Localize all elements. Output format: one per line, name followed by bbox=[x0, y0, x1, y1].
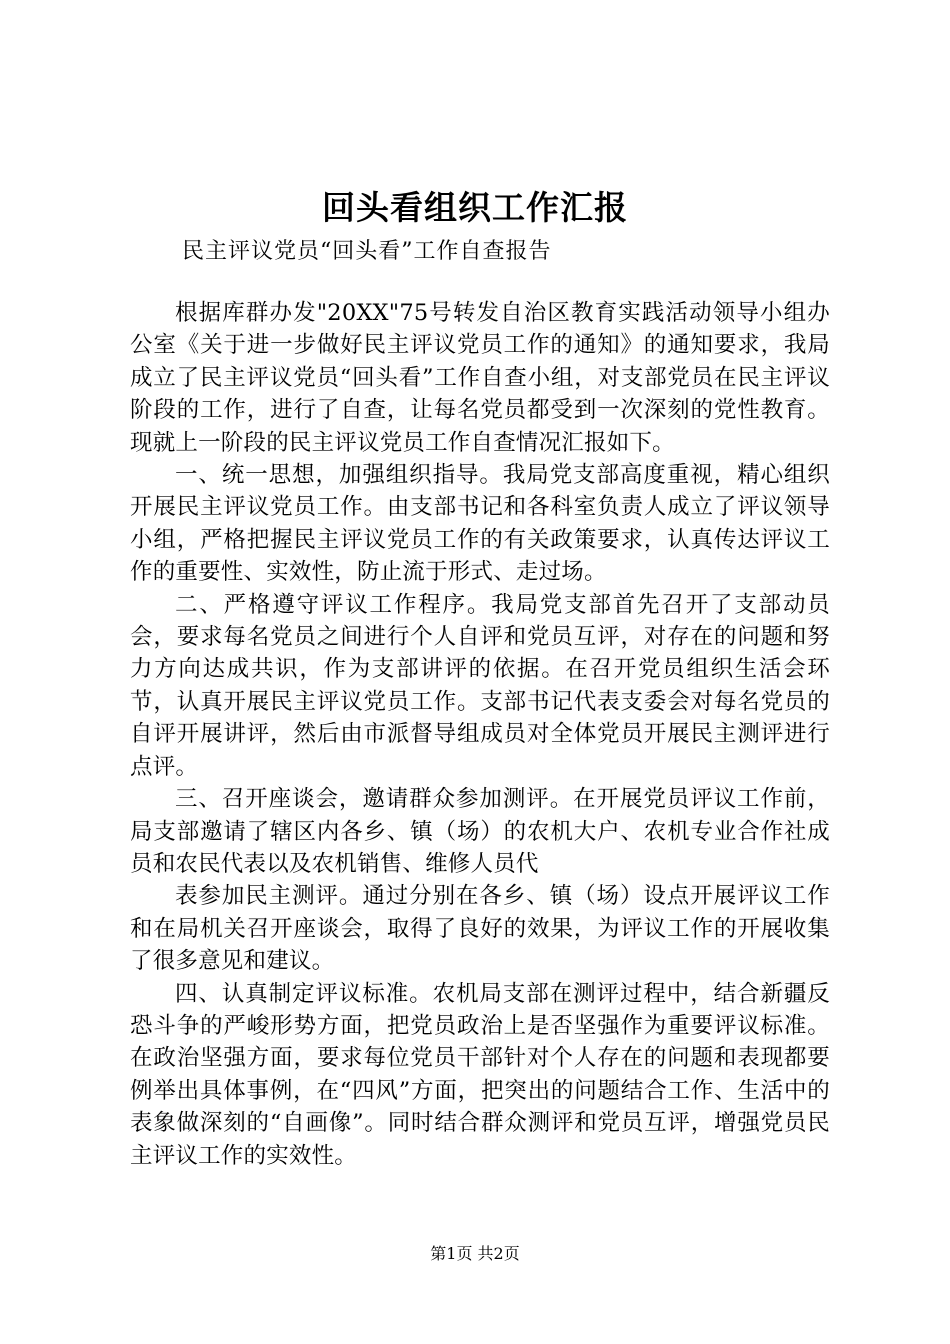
document-title: 回头看组织工作汇报 bbox=[322, 188, 628, 227]
paragraph-section-2: 二、严格遵守评议工作程序。我局党支部首先召开了支部动员会，要求每名党员之间进行个人自评和党员互评，对存在的问题和努力方向达成共识，作为支部讲评的依据。在召开党员组织生活会环节，认真开展民主评议党员工作。支部书记代表支委会对每名党员的自评开展讲评，然后由市派督导组成员对全体党员开展民主测评进行点评。 bbox=[130, 591, 830, 780]
paragraph-intro: 根据库群办发"20XX"75号转发自治区教育实践活动领导小组办公室《关于进一步做好民主评议党员工作的通知》的通知要求，我局成立了民主评议党员“回头看”工作自查小组，对支部党员在民主评议阶段的工作，进行了自查，让每名党员都受到一次深刻的党性教育。现就上一阶段的民主评议党员工作自查情况汇报如下。 bbox=[130, 300, 830, 456]
document-body bbox=[130, 297, 830, 1172]
page-number-footer: 第1页 共2页 bbox=[430, 1244, 520, 1263]
paragraph-section-3: 三、召开座谈会，邀请群众参加测评。在开展党员评议工作前，局支部邀请了辖区内各乡、镇（场）的农机大户、农机专业合作社成员和农民代表以及农机销售、维修人员代 bbox=[130, 786, 830, 877]
document-subtitle: 民主评议党员“回头看”工作自查报告 bbox=[182, 239, 552, 264]
paragraph-section-4: 四、认真制定评议标准。农机局支部在测评过程中，结合新疆反恐斗争的严峻形势方面，把党员政治上是否坚强作为重要评议标准。在政治坚强方面，要求每位党员干部针对个人存在的问题和表现都要例举出具体事例，在“四风”方面，把突出的问题结合工作、生活中的表象做深刻的“自画像”。同时结合群众测评和党员互评，增强党员民主评议工作的实效性。 bbox=[130, 980, 830, 1169]
paragraph-section-3-continued: 表参加民主测评。通过分别在各乡、镇（场）设点开展评议工作和在局机关召开座谈会，取得了良好的效果，为评议工作的开展收集了很多意见和建议。 bbox=[130, 883, 830, 975]
paragraph-section-1: 一、统一思想，加强组织指导。我局党支部高度重视，精心组织开展民主评议党员工作。由支部书记和各科室负责人成立了评议领导小组，严格把握民主评议党员工作的有关政策要求，认真传达评议工作的重要性、实效性，防止流于形式、走过场。 bbox=[130, 462, 830, 586]
